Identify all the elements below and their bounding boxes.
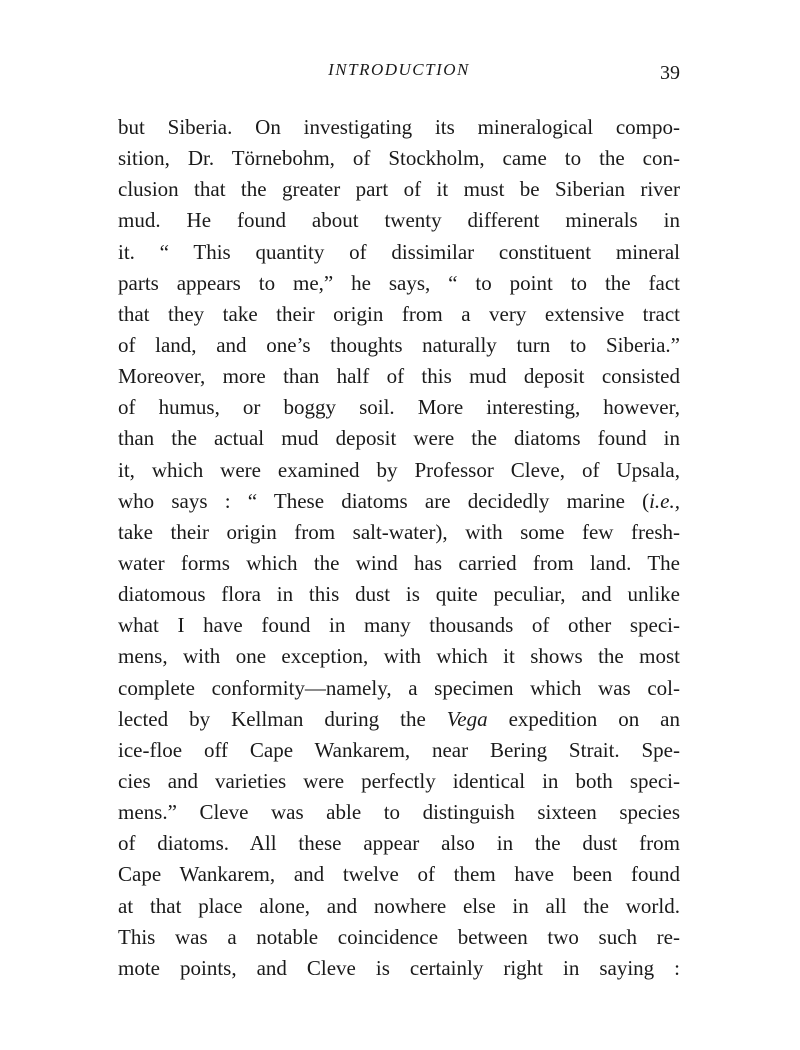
italic-term: i.e., (649, 488, 680, 513)
line-text: diatomous flora in this dust is quite peculiar, and unlike (118, 582, 680, 607)
text-line (118, 486, 680, 517)
text-line (118, 423, 680, 454)
text-line (118, 922, 680, 953)
text-line (118, 797, 680, 828)
text-line (118, 953, 680, 984)
text-line (118, 268, 680, 299)
line-text: lected by Kellman during the (118, 706, 447, 731)
page-number: 39 (660, 62, 680, 84)
text-line (118, 735, 680, 766)
line-text: at that place alone, and nowhere else in all the world. (118, 893, 680, 918)
line-text: ice-floe off Cape Wankarem, near Bering Strait. Spe- (118, 737, 680, 762)
line-text: of humus, or boggy soil. More interesting, however, (118, 395, 680, 420)
line-text: clusion that the greater part of it must be Siberian river (118, 177, 680, 202)
text-line (118, 237, 680, 268)
line-text: mens.” Cleve was able to distinguish sixteen species (118, 800, 680, 825)
line-text: mote points, and Cleve is certainly right in saying : (118, 955, 680, 980)
body-text (118, 112, 680, 984)
line-text: mud. He found about twenty different minerals in (118, 208, 680, 233)
running-head (118, 60, 680, 90)
text-line (118, 891, 680, 922)
line-text: Moreover, more than half of this mud deposit consisted (118, 364, 680, 389)
text-line (118, 455, 680, 486)
running-title: INTRODUCTION (328, 60, 470, 79)
italic-term: Vega (446, 706, 488, 731)
line-text: cies and varieties were perfectly identical in both speci- (118, 768, 680, 793)
text-line (118, 174, 680, 205)
text-line (118, 299, 680, 330)
line-text: water forms which the wind has carried from land. The (118, 550, 680, 575)
text-line (118, 641, 680, 672)
line-text: who says : “ These diatoms are decidedly marine ( (118, 488, 650, 513)
line-text: This was a notable coincidence between two such re- (118, 924, 680, 949)
text-line (118, 392, 680, 423)
line-text: Cape Wankarem, and twelve of them have been found (118, 862, 680, 887)
text-line (118, 517, 680, 548)
line-text: of diatoms. All these appear also in the dust from (118, 831, 680, 856)
text-line (118, 143, 680, 174)
text-line (118, 828, 680, 859)
text-line (118, 112, 680, 143)
line-text: complete conformity—namely, a specimen which was col- (118, 675, 680, 700)
line-text: of land, and one’s thoughts naturally turn to Siberia.” (118, 332, 680, 357)
line-text: it. “ This quantity of dissimilar constituent mineral (118, 239, 680, 264)
text-line (118, 330, 680, 361)
line-text: take their origin from salt-water), with some few fresh- (118, 519, 680, 544)
text-line (118, 704, 680, 735)
line-text: that they take their origin from a very extensive tract (118, 301, 680, 326)
text-line (118, 205, 680, 236)
line-text: but Siberia. On investigating its mineralogical compo- (118, 115, 680, 139)
line-text: mens, with one exception, with which it shows the most (118, 644, 680, 669)
text-line (118, 361, 680, 392)
line-text: it, which were examined by Professor Cleve, of Upsala, (118, 457, 680, 482)
line-text: what I have found in many thousands of other speci- (118, 613, 680, 638)
line-text: sition, Dr. Törnebohm, of Stockholm, came to the con- (118, 146, 680, 171)
text-line (118, 673, 680, 704)
text-line (118, 610, 680, 641)
text-line (118, 579, 680, 610)
line-text: expedition on an (487, 706, 680, 731)
text-line (118, 859, 680, 890)
text-line (118, 548, 680, 579)
line-text: parts appears to me,” he says, “ to point to the fact (118, 270, 680, 295)
text-line (118, 766, 680, 797)
line-text: than the actual mud deposit were the diatoms found in (118, 426, 680, 451)
